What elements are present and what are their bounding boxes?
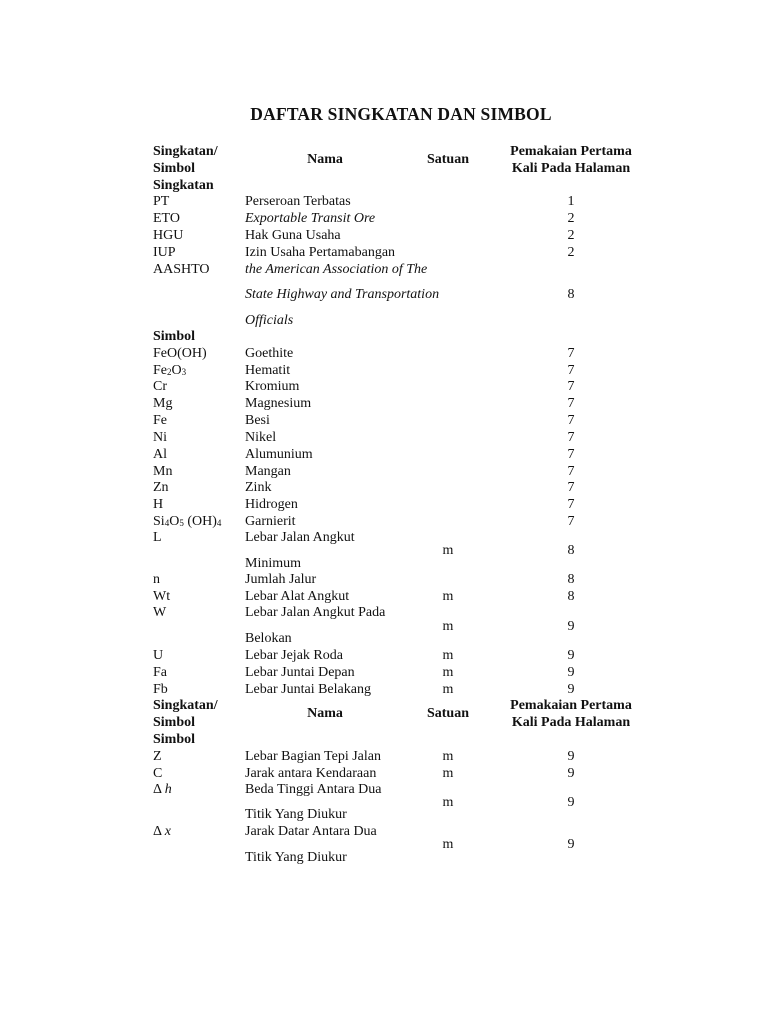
row-symbol: Z xyxy=(153,749,162,764)
delta-symbol: Δ xyxy=(153,782,162,797)
row-halaman: 9 xyxy=(567,648,575,663)
row-nama-line1: Lebar Jalan Angkut Pada xyxy=(245,605,386,620)
row-symbol-delta-h xyxy=(153,781,172,798)
row-symbol: IUP xyxy=(153,245,176,260)
row-nama: Zink xyxy=(245,480,272,495)
header2-col1-line2: Simbol xyxy=(153,715,196,730)
row-nama: Jumlah Jalur xyxy=(245,572,317,587)
row-symbol: Al xyxy=(153,447,167,462)
row-nama: Hidrogen xyxy=(245,497,298,512)
row-nama-line1: Jarak Datar Antara Dua xyxy=(245,824,377,839)
row-symbol: Zn xyxy=(153,480,169,495)
section-simbol-2: Simbol xyxy=(153,732,196,747)
row-nama-line2: Titik Yang Diukur xyxy=(245,850,347,865)
row-nama-line3: Officials xyxy=(245,313,294,328)
row-nama-line2: State Highway and Transportation xyxy=(245,287,440,302)
row-halaman: 9 xyxy=(567,682,575,697)
row-satuan: m xyxy=(442,648,454,663)
row-nama: Lebar Bagian Tepi Jalan xyxy=(245,749,381,764)
row-symbol: Fe xyxy=(153,413,167,428)
header-col1-line2: Simbol xyxy=(153,161,196,176)
row-halaman: 7 xyxy=(567,514,575,529)
header2-satuan: Satuan xyxy=(426,706,470,721)
row-halaman: 9 xyxy=(567,837,575,852)
row-symbol: Mg xyxy=(153,396,173,411)
row-halaman: 7 xyxy=(567,430,575,445)
row-satuan: m xyxy=(442,543,454,558)
row-nama: Mangan xyxy=(245,464,291,479)
row-nama: Exportable Transit Ore xyxy=(245,211,376,226)
row-nama: Izin Usaha Pertamabangan xyxy=(245,245,396,260)
row-nama: Besi xyxy=(245,413,270,428)
row-nama: Magnesium xyxy=(245,396,312,411)
variable-x: x xyxy=(164,824,171,839)
row-satuan: m xyxy=(442,619,454,634)
row-satuan: m xyxy=(442,749,454,764)
row-nama-line1: Lebar Jalan Angkut xyxy=(245,530,355,545)
row-nama: Jarak antara Kendaraan xyxy=(245,766,377,781)
row-nama-line1: Beda Tinggi Antara Dua xyxy=(245,782,382,797)
row-satuan: m xyxy=(442,766,454,781)
row-symbol: Ni xyxy=(153,430,167,445)
row-halaman: 7 xyxy=(567,396,575,411)
row-halaman: 7 xyxy=(567,413,575,428)
header-satuan: Satuan xyxy=(426,152,470,167)
row-halaman: 8 xyxy=(567,589,575,604)
row-symbol: Wt xyxy=(153,589,171,604)
row-halaman: 9 xyxy=(567,619,575,634)
row-symbol: AASHTO xyxy=(153,262,210,277)
row-symbol-garnierit: $Si_4O_5$ $(OH)_4$ xyxy=(153,514,222,529)
header-col4-line1: Pemakaian Pertama xyxy=(510,144,632,159)
row-symbol: H xyxy=(153,497,164,512)
header2-nama: Nama xyxy=(307,706,343,721)
header2-col4-line1: Pemakaian Pertama xyxy=(510,698,632,713)
variable-h: h xyxy=(164,782,172,797)
row-nama: Hak Guna Usaha xyxy=(245,228,341,243)
row-halaman: 9 xyxy=(567,749,575,764)
section-singkatan: Singkatan xyxy=(153,178,214,193)
header-col4-line2: Kali Pada Halaman xyxy=(511,161,631,176)
row-nama-line1: the American Association of The xyxy=(245,262,428,277)
header2-col1-line1: Singkatan/ xyxy=(153,698,218,713)
row-satuan: m xyxy=(442,682,454,697)
row-nama-line2: Minimum xyxy=(245,556,302,571)
header-col1-line1: Singkatan/ xyxy=(153,144,218,159)
row-satuan: m xyxy=(442,795,454,810)
row-halaman: 2 xyxy=(567,228,575,243)
row-nama: Lebar Alat Angkut xyxy=(245,589,350,604)
header2-col4-line2: Kali Pada Halaman xyxy=(511,715,631,730)
row-halaman: 9 xyxy=(567,766,575,781)
row-symbol: L xyxy=(153,530,162,545)
row-nama-line2: Belokan xyxy=(245,631,292,646)
row-halaman: 1 xyxy=(567,194,575,209)
row-satuan: m xyxy=(442,589,454,604)
row-halaman: 9 xyxy=(567,795,575,810)
row-halaman: 7 xyxy=(567,363,575,378)
row-nama: Nikel xyxy=(245,430,277,445)
row-symbol: HGU xyxy=(153,228,184,243)
row-halaman: 2 xyxy=(567,245,575,260)
row-satuan: m xyxy=(442,837,454,852)
row-symbol: FeO(OH) xyxy=(153,346,207,361)
row-symbol: ETO xyxy=(153,211,180,226)
row-nama: Lebar Jejak Roda xyxy=(245,648,343,663)
row-nama: Garnierit xyxy=(245,514,296,529)
row-symbol: C xyxy=(153,766,163,781)
row-symbol: W xyxy=(153,605,167,620)
row-halaman: 8 xyxy=(567,543,575,558)
row-halaman: 7 xyxy=(567,480,575,495)
row-symbol-fe2o3: $Fe_2O_3$ xyxy=(153,363,187,378)
row-halaman: 8 xyxy=(567,287,575,302)
page-title: DAFTAR SINGKATAN DAN SIMBOL xyxy=(250,104,552,124)
row-halaman: 7 xyxy=(567,447,575,462)
row-symbol: PT xyxy=(153,194,170,209)
row-nama: Alumunium xyxy=(245,447,313,462)
row-nama: Lebar Juntai Depan xyxy=(245,665,355,680)
row-nama: Lebar Juntai Belakang xyxy=(245,682,371,697)
row-satuan: m xyxy=(442,665,454,680)
row-symbol: U xyxy=(153,648,164,663)
row-symbol: Fb xyxy=(153,682,168,697)
row-symbol: Mn xyxy=(153,464,173,479)
section-simbol: Simbol xyxy=(153,329,196,344)
row-nama: Goethite xyxy=(245,346,294,361)
header-nama: Nama xyxy=(307,152,343,167)
row-nama: Kromium xyxy=(245,379,300,394)
row-symbol: Fa xyxy=(153,665,167,680)
row-nama: Hematit xyxy=(245,363,291,378)
delta-symbol: Δ xyxy=(153,824,162,839)
row-symbol-delta-x xyxy=(153,823,171,840)
row-nama: Perseroan Terbatas xyxy=(245,194,351,209)
row-halaman: 7 xyxy=(567,346,575,361)
row-halaman: 9 xyxy=(567,665,575,680)
row-halaman: 7 xyxy=(567,379,575,394)
row-halaman: 8 xyxy=(567,572,575,587)
row-halaman: 7 xyxy=(567,497,575,512)
row-symbol: Cr xyxy=(153,379,167,394)
row-halaman: 2 xyxy=(567,211,575,226)
row-symbol: n xyxy=(153,572,160,587)
row-halaman: 7 xyxy=(567,464,575,479)
row-nama-line2: Titik Yang Diukur xyxy=(245,807,347,822)
